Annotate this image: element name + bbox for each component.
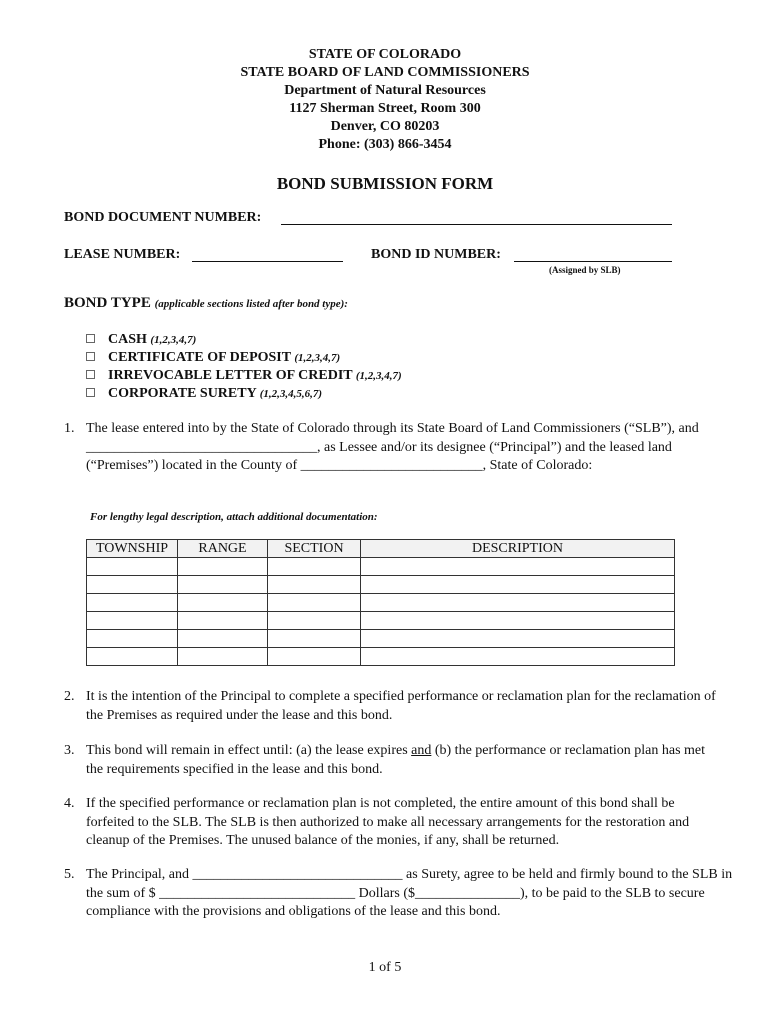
column-header-description: DESCRIPTION [361,540,675,558]
bond-option-cash[interactable] [86,332,196,348]
township-cell[interactable] [87,612,178,630]
checkbox-icon[interactable] [86,352,95,361]
township-cell[interactable] [87,558,178,576]
bond-id-note: (Assigned by SLB) [549,265,621,275]
bond-option-sections: (1,2,3,4,5,6,7) [259,388,323,400]
bond-option-sections: (1,2,3,4,7) [150,334,197,346]
bond-option-label: CERTIFICATE OF DEPOSIT [108,350,291,365]
range-cell[interactable] [178,612,268,630]
table-row [87,594,675,612]
paragraph-text: The lease entered into by the State of Colorado through its State Board of Land Commissioners (“SLB”), and _________________________________, as Lessee and/or its designee (“Principal”) and the leased land (“Premises”) located in the County of __________________________, State of Colorado: [86,421,699,473]
section-cell[interactable] [268,558,361,576]
header-board: STATE BOARD OF LAND COMMISSIONERS [240,65,530,80]
header-phone: Phone: (303) 866-3454 [318,137,452,152]
column-header-section: SECTION [268,540,361,558]
section-cell[interactable] [268,576,361,594]
bond-document-number-field[interactable] [281,210,672,225]
emphasis-and: and [411,743,432,758]
description-cell[interactable] [361,594,675,612]
paragraph-4 [64,795,724,851]
table-row [87,576,675,594]
paragraph-text: If the specified performance or reclamation plan is not completed, the entire amount of this bond shall be forfeited to the SLB. The SLB is then authorized to make all necessary arrangements for the restoration and cleanup of the Premises. The unused balance of the monies, if any, shall be returned. [86,796,690,848]
description-cell[interactable] [361,612,675,630]
legal-description-note: For lengthy legal description, attach additional documentation: [90,511,378,523]
description-cell[interactable] [361,630,675,648]
table-row [87,558,675,576]
bond-id-number-label: BOND ID NUMBER: [371,247,501,262]
paragraph-text: This bond will remain in effect until: (a) the lease expires and (b) the performance or reclamation plan has met the requirements specified in the lease and this bond. [86,743,706,777]
bond-id-number-field[interactable] [514,247,672,262]
bond-document-number-label: BOND DOCUMENT NUMBER: [64,210,262,225]
range-cell[interactable] [178,576,268,594]
bond-option-label: CASH [108,332,147,347]
bond-option-sections: (1,2,3,4,7) [294,352,341,364]
paragraph-number: 4. [64,796,75,811]
lease-number-label: LEASE NUMBER: [64,247,181,262]
paragraph-1 [64,420,724,476]
paragraph-text: The Principal, and ______________________________ as Surety, agree to be held and firmly bound to the SLB in the sum of $ ____________________________ Dollars ($_______________), to be paid to the SLB to secure compliance with the provisions and obligations of the lease and this bond. [86,867,733,919]
paragraph-number: 1. [64,421,75,436]
page-number: 1 of 5 [368,960,402,975]
description-cell[interactable] [361,576,675,594]
table-row [87,648,675,666]
paragraph-number: 3. [64,743,75,758]
sum-amount-field[interactable]: _______________ [415,885,520,901]
paragraph-2 [64,688,724,725]
header-city: Denver, CO 80203 [330,119,440,134]
bond-option-label: CORPORATE SURETY [108,386,257,401]
bond-type-note: (applicable sections listed after bond type): [154,298,348,310]
paragraph-3 [64,742,724,779]
range-cell[interactable] [178,558,268,576]
section-cell[interactable] [268,630,361,648]
township-cell[interactable] [87,648,178,666]
paragraph-number: 2. [64,689,75,704]
section-cell[interactable] [268,594,361,612]
bond-type-label: BOND TYPE [64,295,151,311]
bond-option-label: IRREVOCABLE LETTER OF CREDIT [108,368,353,383]
checkbox-icon[interactable] [86,388,95,397]
lease-number-field[interactable] [192,247,343,262]
description-cell[interactable] [361,648,675,666]
sum-words-field[interactable]: ____________________________ [159,885,356,901]
surety-name-field[interactable]: ______________________________ [192,867,403,882]
header-street: 1127 Sherman Street, Room 300 [289,101,481,116]
township-cell[interactable] [87,576,178,594]
township-cell[interactable] [87,594,178,612]
bond-option-corporate-surety[interactable] [86,386,322,402]
checkbox-icon[interactable] [86,370,95,379]
table-row [87,612,675,630]
bond-option-sections: (1,2,3,4,7) [355,370,402,382]
section-cell[interactable] [268,648,361,666]
description-cell[interactable] [361,558,675,576]
range-cell[interactable] [178,594,268,612]
checkbox-icon[interactable] [86,334,95,343]
header-state: STATE OF COLORADO [308,47,462,62]
township-cell[interactable] [87,630,178,648]
column-header-range: RANGE [178,540,268,558]
range-cell[interactable] [178,630,268,648]
column-header-township: TOWNSHIP [87,540,178,558]
paragraph-5 [64,866,734,922]
table-header-row [87,540,675,558]
table-row [87,630,675,648]
bond-option-letter-of-credit[interactable] [86,368,402,384]
bond-option-certificate-of-deposit[interactable] [86,350,340,366]
range-cell[interactable] [178,648,268,666]
header-department: Department of Natural Resources [284,83,486,98]
bond-type-heading [64,295,348,312]
legal-description-table [86,539,675,666]
section-cell[interactable] [268,612,361,630]
principal-name-field[interactable]: _________________________________ [86,439,317,455]
form-title: BOND SUBMISSION FORM [276,174,494,193]
paragraph-number: 5. [64,867,75,882]
paragraph-text: It is the intention of the Principal to complete a specified performance or reclamation plan for the reclamation of the Premises as required under the lease and this bond. [86,689,716,723]
county-field[interactable]: __________________________ [300,458,483,473]
